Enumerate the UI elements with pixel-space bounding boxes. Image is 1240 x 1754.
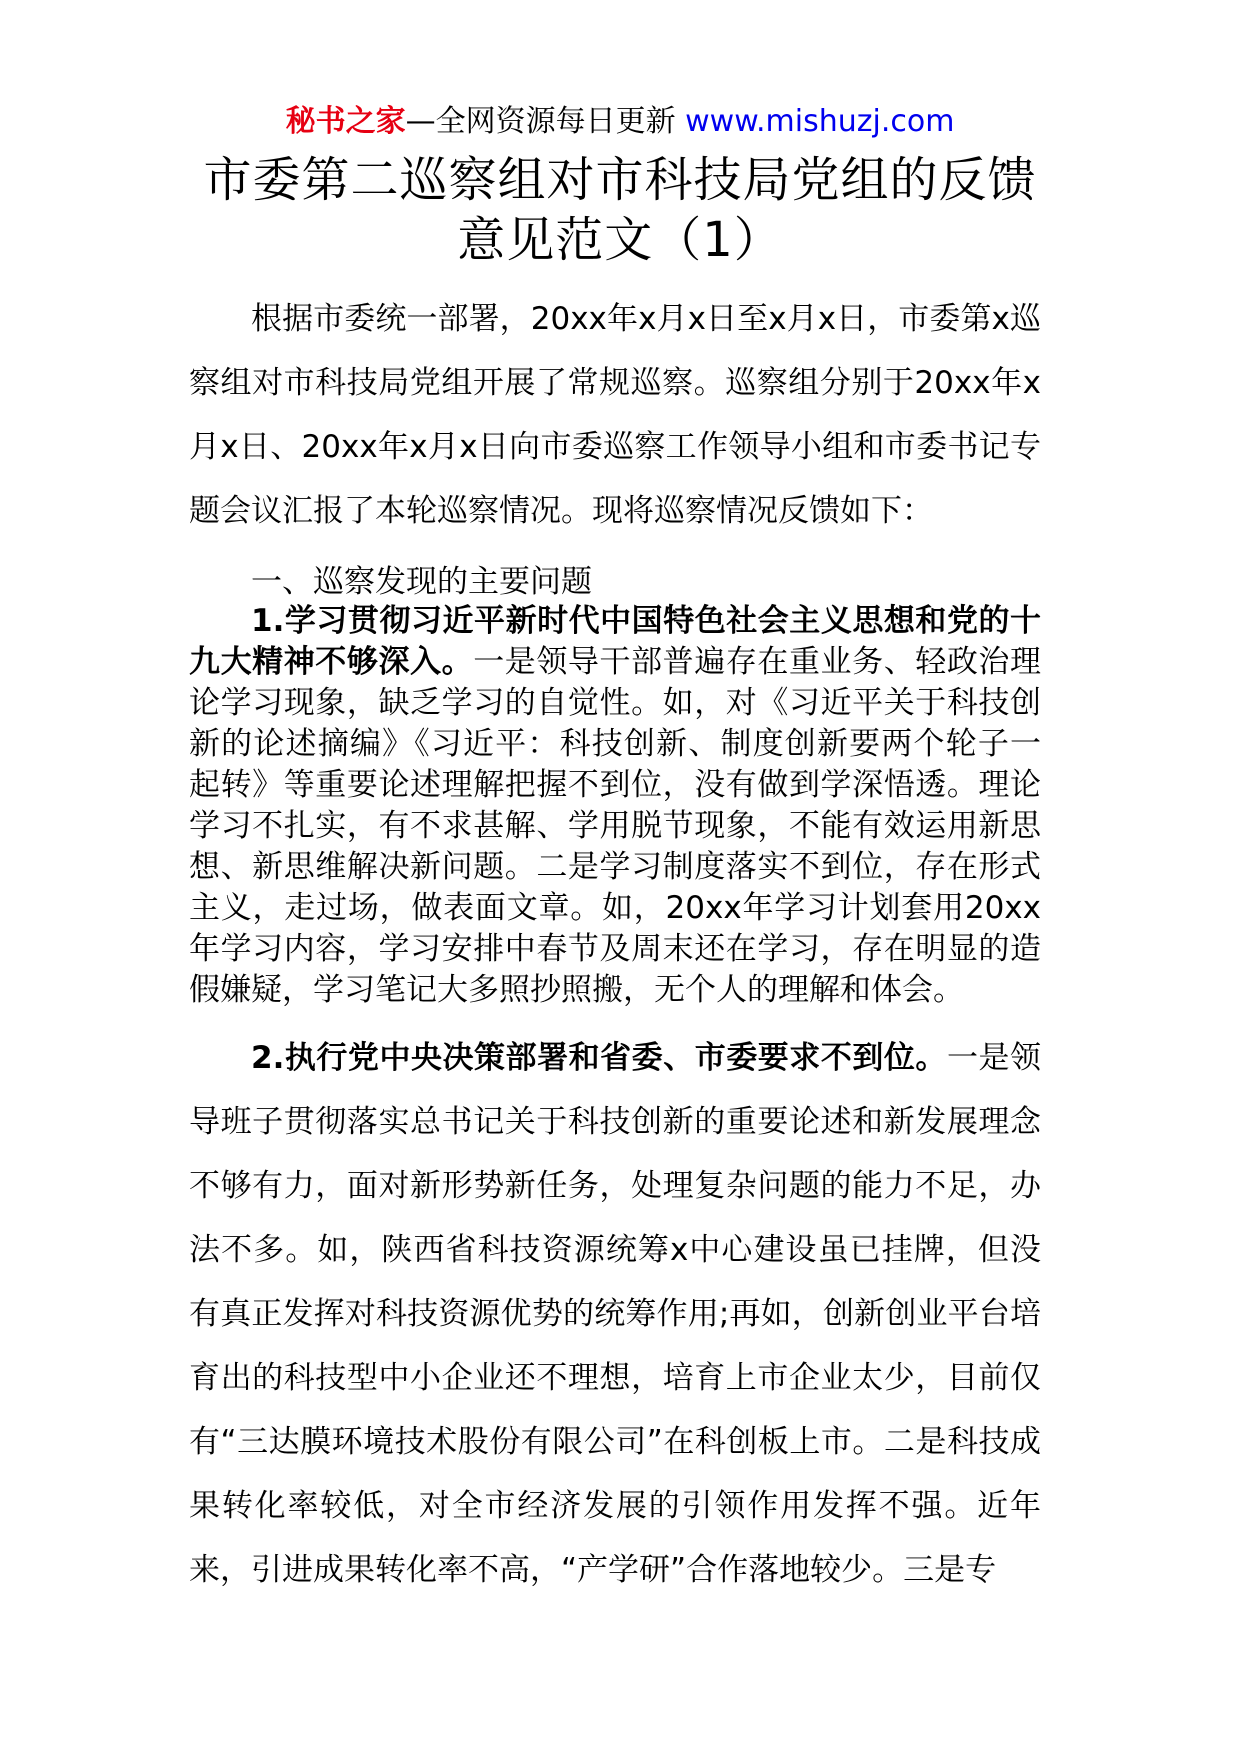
item-2-heading: 2.执行党中央决策部署和省委、市委要求不到位。	[251, 1040, 947, 1076]
item-2-paragraph	[189, 1026, 1041, 1602]
item-2-text: 一是领导班子贯彻落实总书记关于科技创新的重要论述和新发展理念不够有力，面对新形势新任务，处理复杂问题的能力不足，办法不多。如，陕西省科技资源统筹x中心建设虽已挂牌，但没有真正发挥对科技资源优势的统筹作用;再如，创新创业平台培育出的科技型中小企业还不理想，培育上市企业太少，目前仅有“三达膜环境技术股份有限公司”在科创板上市。二是科技成果转化率较低，对全市经济发展的引领作用发挥不强。近年来，引进成果转化率不高，“产学研”合作落地较少。三是专	[189, 1040, 1041, 1588]
site-header	[0, 102, 1240, 142]
item-1-paragraph	[189, 601, 1041, 1011]
title-line-2: 意见范文（1）	[457, 212, 783, 268]
site-url: www.mishuzj.com	[685, 104, 955, 139]
item-1-text: 一是领导干部普遍存在重业务、轻政治理论学习现象，缺乏学习的自觉性。如，对《习近平关于科技创新的论述摘编》《习近平：科技创新、制度创新要两个轮子一起转》等重要论述理解把握不到位，没有做到学深悟透。理论学习不扎实，有不求甚解、学用脱节现象，不能有效运用新思想、新思维解决新问题。二是学习制度落实不到位，存在形式主义，走过场，做表面文章。如，20xx年学习计划套用20xx年学习内容，学习安排中春节及周末还在学习，存在明显的造假嫌疑，学习笔记大多照抄照搬，无个人的理解和体会。	[189, 644, 1042, 1008]
section-heading: 一、巡察发现的主要问题	[251, 564, 592, 600]
item-1-heading: 1.学习贯彻习近平新时代中国特色社会主义思想和党的十九大精神不够深入。	[189, 603, 1041, 680]
intro-paragraph: 根据市委统一部署，20xx年x月x日至x月x日，市委第x巡察组对市科技局党组开展了常规巡察。巡察组分别于20xx年x月x日、20xx年x月x日向市委巡察工作领导小组和市委书记专题会议汇报了本轮巡察情况。现将巡察情况反馈如下：	[189, 301, 1041, 529]
brand-name: 秘书之家	[285, 104, 406, 139]
title-line-1: 市委第二巡察组对市科技局党组的反馈	[203, 152, 1037, 208]
site-tagline: —全网资源每日更新	[405, 104, 686, 139]
document-title	[190, 150, 1050, 270]
